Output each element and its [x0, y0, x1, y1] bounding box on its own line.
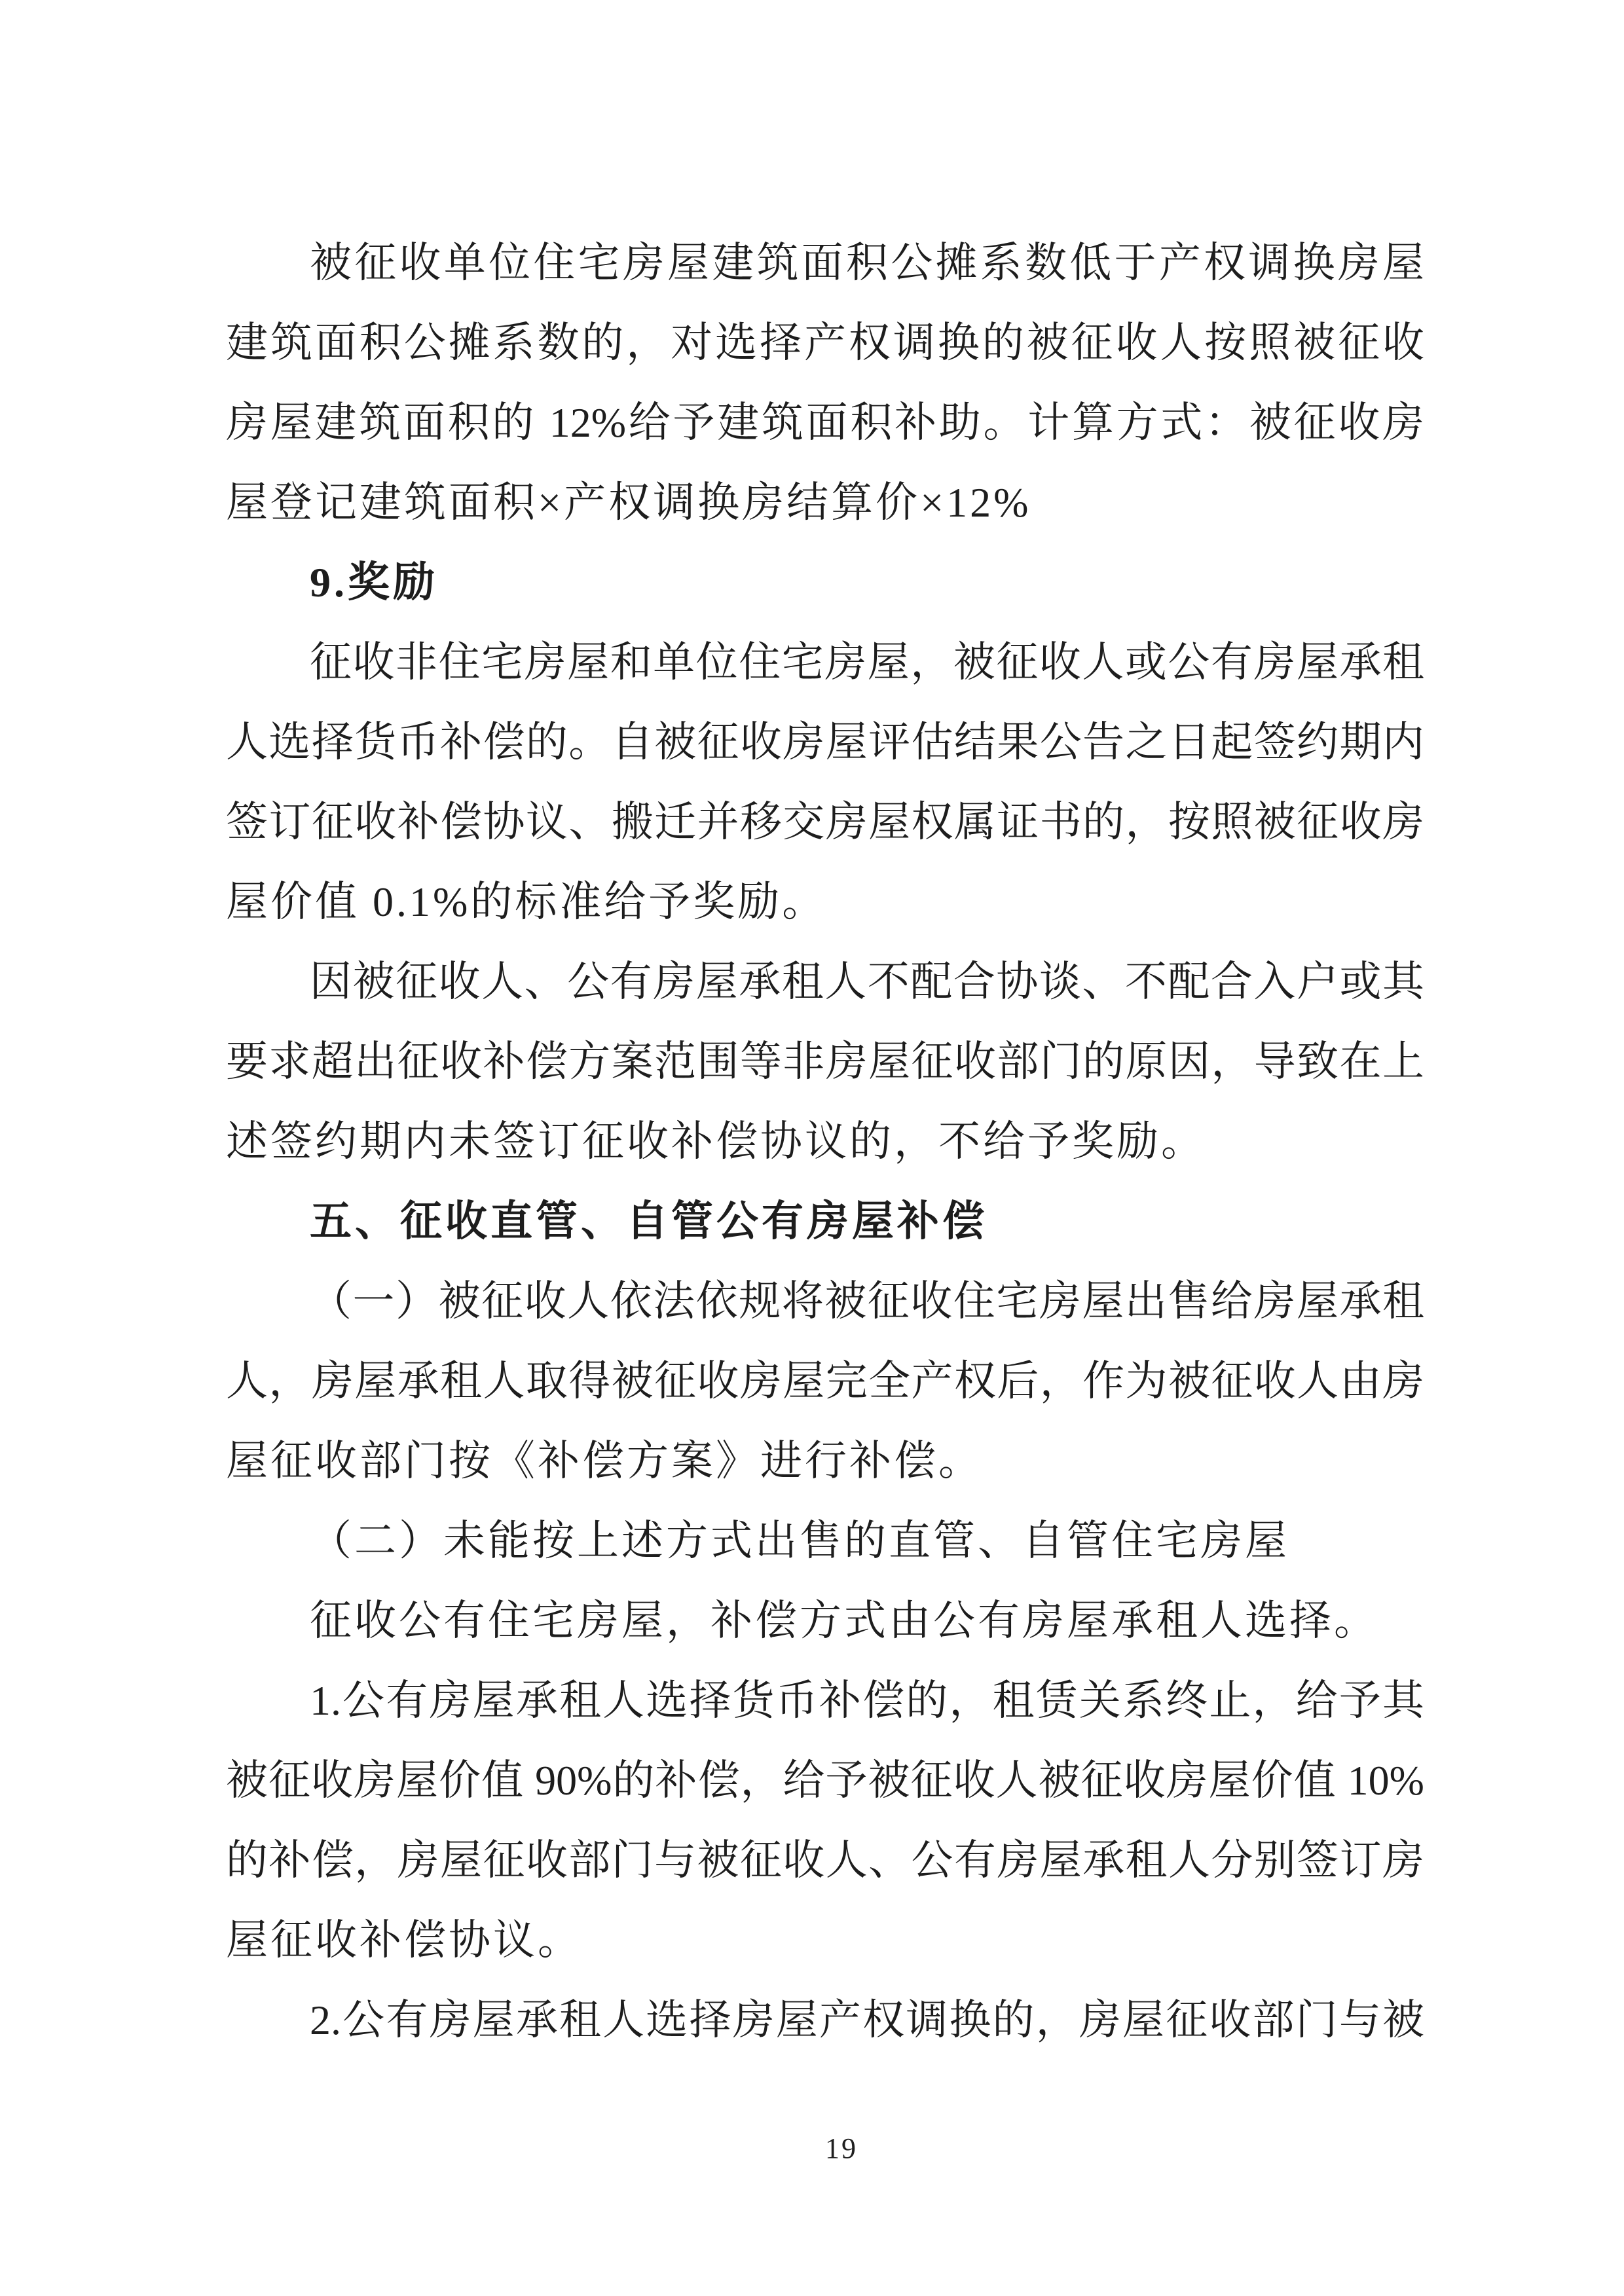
- text-line-5: 9.奖励: [310, 559, 438, 606]
- text-line-14: （一）被征收人依法依规将被征收住宅房屋出售给房屋承租: [310, 1278, 1424, 1324]
- text-line-15: 人，房屋承租人取得被征收房屋完全产权后，作为被征收人由房: [226, 1358, 1424, 1404]
- text-line-2: 建筑面积公摊系数的，对选择产权调换的被征收人按照被征收: [226, 319, 1424, 366]
- text-line-23: 2.公有房屋承租人选择房屋产权调换的，房屋征收部门与被: [310, 1997, 1424, 2043]
- text-line-21: 的补偿，房屋征收部门与被征收人、公有房屋承租人分别签订房: [226, 1837, 1424, 1884]
- text-line-18: 征收公有住宅房屋，补偿方式由公有房屋承租人选择。: [310, 1597, 1378, 1644]
- text-line-13: 五、征收直管、自管公有房屋补偿: [310, 1198, 987, 1245]
- page-number: 19: [825, 2132, 858, 2164]
- text-line-22: 屋征收补偿协议。: [226, 1917, 582, 1963]
- page-footer: [0, 2132, 1624, 2165]
- text-line-10: 因被征收人、公有房屋承租人不配合协谈、不配合入户或其: [310, 958, 1424, 1005]
- text-line-4: 屋登记建筑面积×产权调换房结算价×12%: [226, 479, 1031, 526]
- text-line-19: 1.公有房屋承租人选择货币补偿的，租赁关系终止，给予其: [310, 1677, 1424, 1724]
- text-line-6: 征收非住宅房屋和单位住宅房屋，被征收人或公有房屋承租: [310, 639, 1424, 685]
- text-line-8: 签订征收补偿协议、搬迁并移交房屋权属证书的，按照被征收房: [226, 799, 1424, 845]
- text-line-12: 述签约期内未签订征收补偿协议的，不给予奖励。: [226, 1118, 1206, 1165]
- text-line-17: （二）未能按上述方式出售的直管、自管住宅房屋: [310, 1518, 1289, 1564]
- text-line-11: 要求超出征收补偿方案范围等非房屋征收部门的原因，导致在上: [226, 1038, 1424, 1085]
- text-line-16: 屋征收部门按《补偿方案》进行补偿。: [226, 1438, 983, 1484]
- text-line-9: 屋价值 0.1%的标准给予奖励。: [226, 879, 827, 925]
- text-line-7: 人选择货币补偿的。自被征收房屋评估结果公告之日起签约期内: [226, 719, 1424, 765]
- text-block: [226, 223, 1424, 2060]
- text-line-3: 房屋建筑面积的 12%给予建筑面积补助。计算方式：被征收房: [226, 399, 1424, 446]
- text-line-1: 被征收单位住宅房屋建筑面积公摊系数低于产权调换房屋: [310, 240, 1424, 286]
- text-line-20: 被征收房屋价值 90%的补偿，给予被征收人被征收房屋价值 10%: [226, 1757, 1424, 1804]
